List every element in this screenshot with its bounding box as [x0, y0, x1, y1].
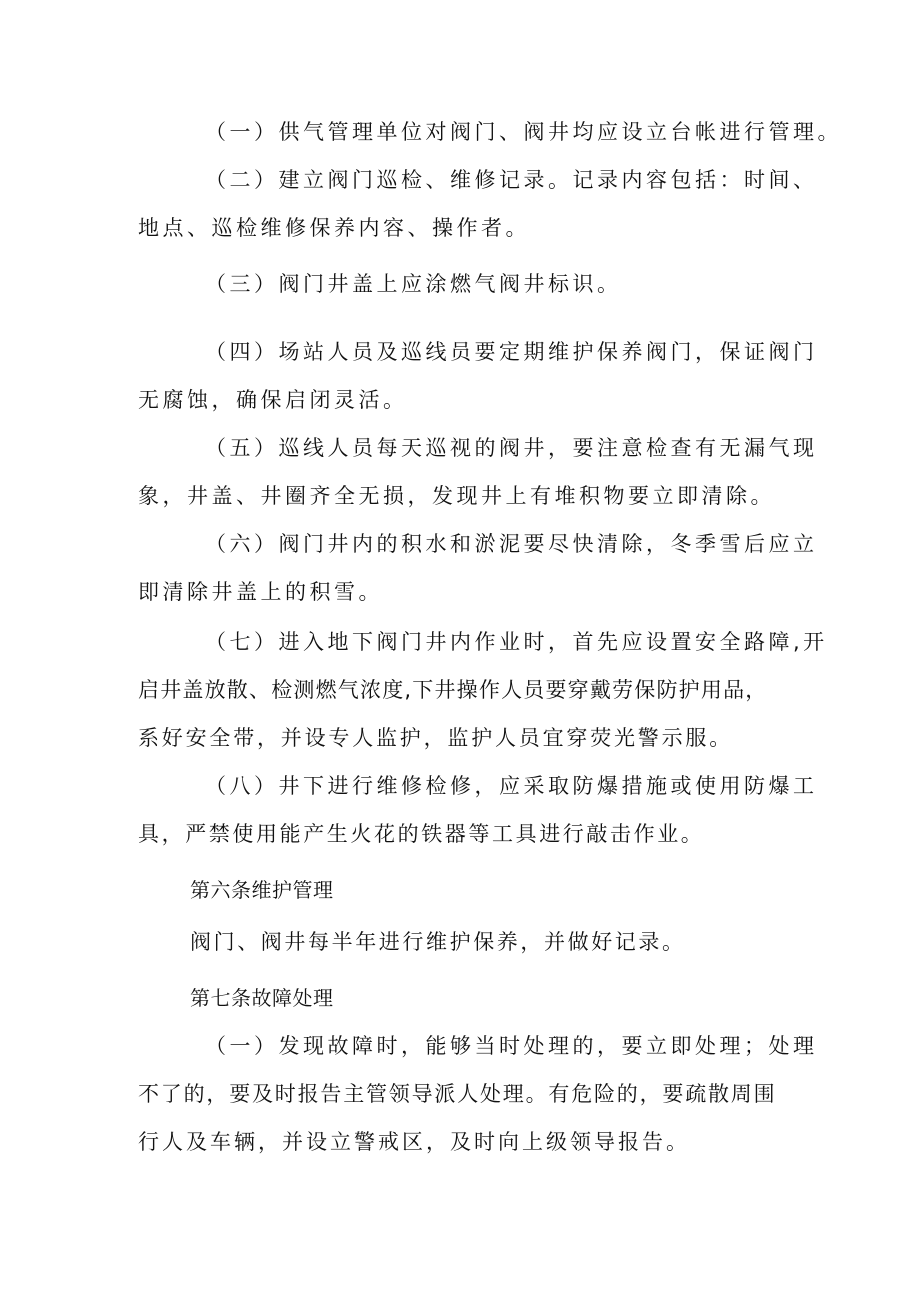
paragraph-6-line-1: （六）阀门井内的积水和淤泥要尽快清除，冬季雪后应立 — [205, 532, 818, 556]
paragraph-7-line-1: （七）进入地下阀门井内作业时，首先应设置安全路障,开 — [205, 630, 828, 654]
paragraph-4-line-2: 无腐蚀，确保启闭灵活。 — [138, 388, 408, 412]
paragraph-9-line-1: （一）发现故障时，能够当时处理的，要立即处理；处理 — [205, 1034, 818, 1058]
paragraph-3-line-1: （三）阀门井盖上应涂燃气阀井标识。 — [205, 272, 622, 296]
paragraph-8-line-1: （八）井下进行维修检修，应采取防爆措施或使用防爆工 — [205, 774, 818, 798]
paragraph-6-line-2: 即清除井盖上的积雪。 — [138, 580, 383, 604]
paragraph-5-line-1: （五）巡线人员每天巡视的阀井，要注意检查有无漏气现 — [205, 436, 818, 460]
paragraph-5-line-2: 象，井盖、井圈齐全无损，发现井上有堆积物要立即清除。 — [138, 484, 775, 508]
paragraph-7-line-2: 启井盖放散、检测燃气浓度,下井操作人员要穿戴劳保防护用品， — [138, 678, 768, 702]
paragraph-8-line-2: 具，严禁使用能产生火花的铁器等工具进行敲击作业。 — [138, 822, 705, 846]
paragraph-1-line-1: （一）供气管理单位对阀门、阀井均应设立台帐进行管理。 — [205, 120, 842, 144]
section-6-body: 阀门、阀井每半年进行维护保养，并做好记录。 — [190, 930, 686, 954]
paragraph-2-line-1: （二）建立阀门巡检、维修记录。记录内容包括：时间、 — [205, 168, 818, 192]
paragraph-2-line-2: 地点、巡检维修保养内容、操作者。 — [138, 216, 530, 240]
paragraph-9-line-3: 行人及车辆，并设立警戒区，及时向上级领导报告。 — [138, 1130, 690, 1154]
paragraph-7-line-3: 系好安全带，并设专人监护，监护人员宜穿荧光警示服。 — [138, 726, 733, 750]
paragraph-4-line-1: （四）场站人员及巡线员要定期维护保养阀门，保证阀门 — [205, 340, 818, 364]
paragraph-9-line-2: 不了的，要及时报告主管领导派人处理。有危险的，要疏散周围 — [138, 1082, 777, 1106]
section-heading-6: 第六条维护管理 — [190, 878, 334, 902]
section-heading-7: 第七条故障处理 — [190, 986, 334, 1010]
